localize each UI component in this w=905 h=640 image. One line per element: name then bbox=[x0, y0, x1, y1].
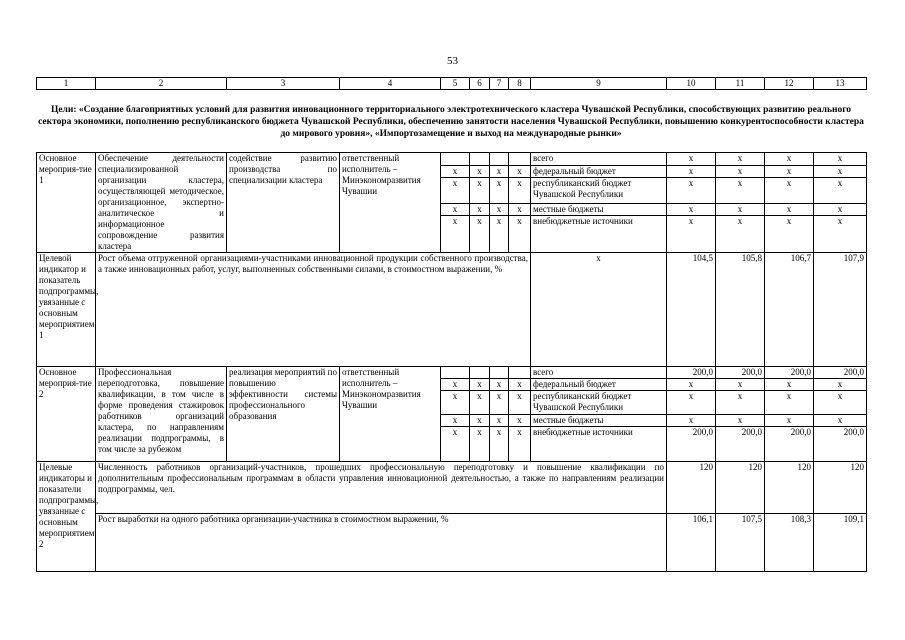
code-cell: x bbox=[490, 379, 509, 391]
code-cell bbox=[509, 153, 531, 166]
value-cell: x bbox=[667, 165, 716, 178]
header-col: 3 bbox=[227, 78, 340, 90]
value-cell: x bbox=[765, 415, 814, 427]
event2-label: Основное мероприя-тие 2 bbox=[37, 367, 96, 462]
value-cell: 200,0 bbox=[765, 427, 814, 462]
source-cell: республиканский бюджет Чувашской Республики bbox=[531, 178, 667, 203]
source-cell: федеральный бюджет bbox=[531, 165, 667, 178]
value-cell: 200,0 bbox=[667, 427, 716, 462]
event1-executor: ответственный исполнитель – Минэкономразвития Чувашии bbox=[340, 153, 441, 253]
code-cell: x bbox=[470, 178, 490, 203]
code-cell: x bbox=[509, 391, 531, 415]
code-cell: x bbox=[509, 379, 531, 391]
value-cell: x bbox=[716, 165, 765, 178]
code-cell: x bbox=[490, 415, 509, 427]
code-cell: x bbox=[470, 415, 490, 427]
value-cell: x bbox=[667, 391, 716, 415]
value-cell: 120 bbox=[765, 462, 814, 514]
value-cell: x bbox=[716, 415, 765, 427]
code-cell: x bbox=[490, 178, 509, 203]
header-number-row bbox=[36, 77, 867, 90]
value-cell: x bbox=[765, 203, 814, 216]
value-cell: x bbox=[814, 391, 867, 415]
value-cell: 200,0 bbox=[814, 427, 867, 462]
value-cell: 200,0 bbox=[667, 367, 716, 379]
value-cell: x bbox=[667, 178, 716, 203]
value-cell: x bbox=[716, 178, 765, 203]
code-cell bbox=[441, 153, 470, 166]
value-cell: x bbox=[667, 203, 716, 216]
table-row bbox=[37, 514, 867, 572]
code-cell: x bbox=[490, 165, 509, 178]
value-cell: 200,0 bbox=[716, 427, 765, 462]
code-cell: x bbox=[470, 379, 490, 391]
code-cell: x bbox=[470, 427, 490, 462]
code-cell bbox=[470, 367, 490, 379]
value-cell: 200,0 bbox=[765, 367, 814, 379]
value-cell: 106,7 bbox=[765, 253, 814, 367]
code-cell: x bbox=[509, 415, 531, 427]
code-cell: x bbox=[509, 178, 531, 203]
code-cell: x bbox=[509, 165, 531, 178]
value-cell: x bbox=[667, 379, 716, 391]
table-row bbox=[37, 462, 867, 514]
value-cell: 120 bbox=[814, 462, 867, 514]
value-cell: 200,0 bbox=[716, 367, 765, 379]
header-col: 12 bbox=[765, 78, 814, 90]
header-col: 2 bbox=[96, 78, 227, 90]
source-cell: внебюджетные источники bbox=[531, 216, 667, 253]
table-row bbox=[37, 367, 867, 379]
code-cell: x bbox=[509, 203, 531, 216]
program-table bbox=[36, 152, 867, 572]
value-cell: 104,5 bbox=[667, 253, 716, 367]
indicators2-label: Целевые индикаторы и показатели подпрограммы, увязанные с основным мероприятием 2 bbox=[37, 462, 96, 572]
source-cell: местные бюджеты bbox=[531, 415, 667, 427]
value-cell: x bbox=[667, 415, 716, 427]
value-cell: 120 bbox=[716, 462, 765, 514]
value-cell: x bbox=[716, 203, 765, 216]
code-cell: x bbox=[441, 379, 470, 391]
event1-label: Основное мероприя-тие 1 bbox=[37, 153, 96, 253]
event2-purpose: реализация мероприятий по повышению эффективности системы профессионального образования bbox=[227, 367, 340, 462]
header-col: 10 bbox=[667, 78, 716, 90]
indicator1-label: Целевой индикатор и показатель подпрограммы, увязанные с основным мероприятием 1 bbox=[37, 253, 96, 367]
header-col: 13 bbox=[814, 78, 867, 90]
code-cell: x bbox=[441, 216, 470, 253]
value-cell: x bbox=[716, 216, 765, 253]
table-row bbox=[37, 253, 867, 367]
value-cell: x bbox=[716, 379, 765, 391]
header-col: 9 bbox=[531, 78, 667, 90]
code-cell: x bbox=[490, 203, 509, 216]
code-cell: x bbox=[509, 427, 531, 462]
code-cell: x bbox=[441, 415, 470, 427]
value-cell: x bbox=[667, 153, 716, 166]
goal-text: Цели: «Создание благоприятных условий для развития инновационного территориального электротехнического кластера Чувашской Республики, способствующих развитию реального сектора экономики, пополнению республиканского бюджета Чувашской Республики, обеспечению занятости населения Чувашской Республики, повышению конкурентоспособности кластера до мирового уровня», «Импортозамещение и выход на международные рынки» bbox=[38, 105, 864, 139]
code-cell: x bbox=[470, 165, 490, 178]
value-cell: 109,1 bbox=[814, 514, 867, 572]
value-cell: x bbox=[814, 216, 867, 253]
code-cell: x bbox=[470, 391, 490, 415]
code-cell: x bbox=[441, 203, 470, 216]
source-cell: республиканский бюджет Чувашской Республики bbox=[531, 391, 667, 415]
value-cell: 108,3 bbox=[765, 514, 814, 572]
code-cell: x bbox=[441, 165, 470, 178]
value-cell: 105,8 bbox=[716, 253, 765, 367]
code-cell: x bbox=[490, 427, 509, 462]
value-cell: 200,0 bbox=[814, 367, 867, 379]
indicator1-col9: x bbox=[531, 253, 667, 367]
value-cell: x bbox=[814, 153, 867, 166]
code-cell bbox=[470, 153, 490, 166]
event2-description: Профессиональная переподготовка, повышение квалификации, в том числе в форме проведения стажировок работников организаций кластера, по направлениям реализации подпрограммы, в том числе за рубежом bbox=[96, 367, 227, 462]
code-cell bbox=[509, 367, 531, 379]
event2-executor: ответственный исполнитель – Минэкономразвития Чувашии bbox=[340, 367, 441, 462]
source-cell: всего bbox=[531, 367, 667, 379]
header-col: 8 bbox=[509, 78, 531, 90]
header-col: 4 bbox=[340, 78, 441, 90]
code-cell bbox=[490, 367, 509, 379]
code-cell: x bbox=[470, 203, 490, 216]
code-cell bbox=[490, 153, 509, 166]
value-cell: x bbox=[814, 379, 867, 391]
code-cell: x bbox=[509, 216, 531, 253]
code-cell: x bbox=[441, 178, 470, 203]
event1-description: Обеспечение деятельности специализированной организации кластера, осуществляющей методическое, организационное, экспертно-аналитическое и информационное сопровождение развития кластера bbox=[96, 153, 227, 253]
indicator1-text: Рост объема отгруженной организациями-участниками инновационной продукции собственного производства, а также инновационных работ, услуг, выполненных собственными силами, в стоимостном выражении, % bbox=[96, 253, 531, 367]
source-cell: внебюджетные источники bbox=[531, 427, 667, 462]
code-cell: x bbox=[470, 216, 490, 253]
code-cell: x bbox=[490, 216, 509, 253]
value-cell: x bbox=[667, 216, 716, 253]
code-cell bbox=[441, 367, 470, 379]
event1-purpose: содействие развитию производства по специализации кластера bbox=[227, 153, 340, 253]
code-cell: x bbox=[441, 391, 470, 415]
value-cell: x bbox=[765, 391, 814, 415]
indicators2-item-text: Рост выработки на одного работника организации-участника в стоимостном выражении, % bbox=[96, 514, 667, 572]
source-cell: федеральный бюджет bbox=[531, 379, 667, 391]
header-col: 5 bbox=[441, 78, 470, 90]
value-cell: x bbox=[765, 153, 814, 166]
header-col: 1 bbox=[37, 78, 96, 90]
value-cell: 106,1 bbox=[667, 514, 716, 572]
value-cell: x bbox=[814, 415, 867, 427]
header-col: 6 bbox=[470, 78, 490, 90]
value-cell: x bbox=[814, 203, 867, 216]
value-cell: x bbox=[814, 165, 867, 178]
header-col: 7 bbox=[490, 78, 509, 90]
value-cell: x bbox=[716, 391, 765, 415]
page-number: 53 bbox=[447, 55, 458, 67]
code-cell: x bbox=[441, 427, 470, 462]
value-cell: 107,9 bbox=[814, 253, 867, 367]
indicators2-item-text: Численность работников организаций-участников, прошедших профессиональную переподготовку и повышение квалификации по дополнительным профессиональным программам в области управления инновационной деятельностью, а также по направлениям реализации подпрограммы, чел. bbox=[96, 462, 667, 514]
table-row bbox=[37, 153, 867, 166]
value-cell: x bbox=[765, 178, 814, 203]
source-cell: всего bbox=[531, 153, 667, 166]
value-cell: 107,5 bbox=[716, 514, 765, 572]
value-cell: x bbox=[765, 379, 814, 391]
source-cell: местные бюджеты bbox=[531, 203, 667, 216]
value-cell: x bbox=[716, 153, 765, 166]
value-cell: x bbox=[765, 165, 814, 178]
header-col: 11 bbox=[716, 78, 765, 90]
code-cell: x bbox=[490, 391, 509, 415]
value-cell: x bbox=[814, 178, 867, 203]
value-cell: 120 bbox=[667, 462, 716, 514]
value-cell: x bbox=[765, 216, 814, 253]
